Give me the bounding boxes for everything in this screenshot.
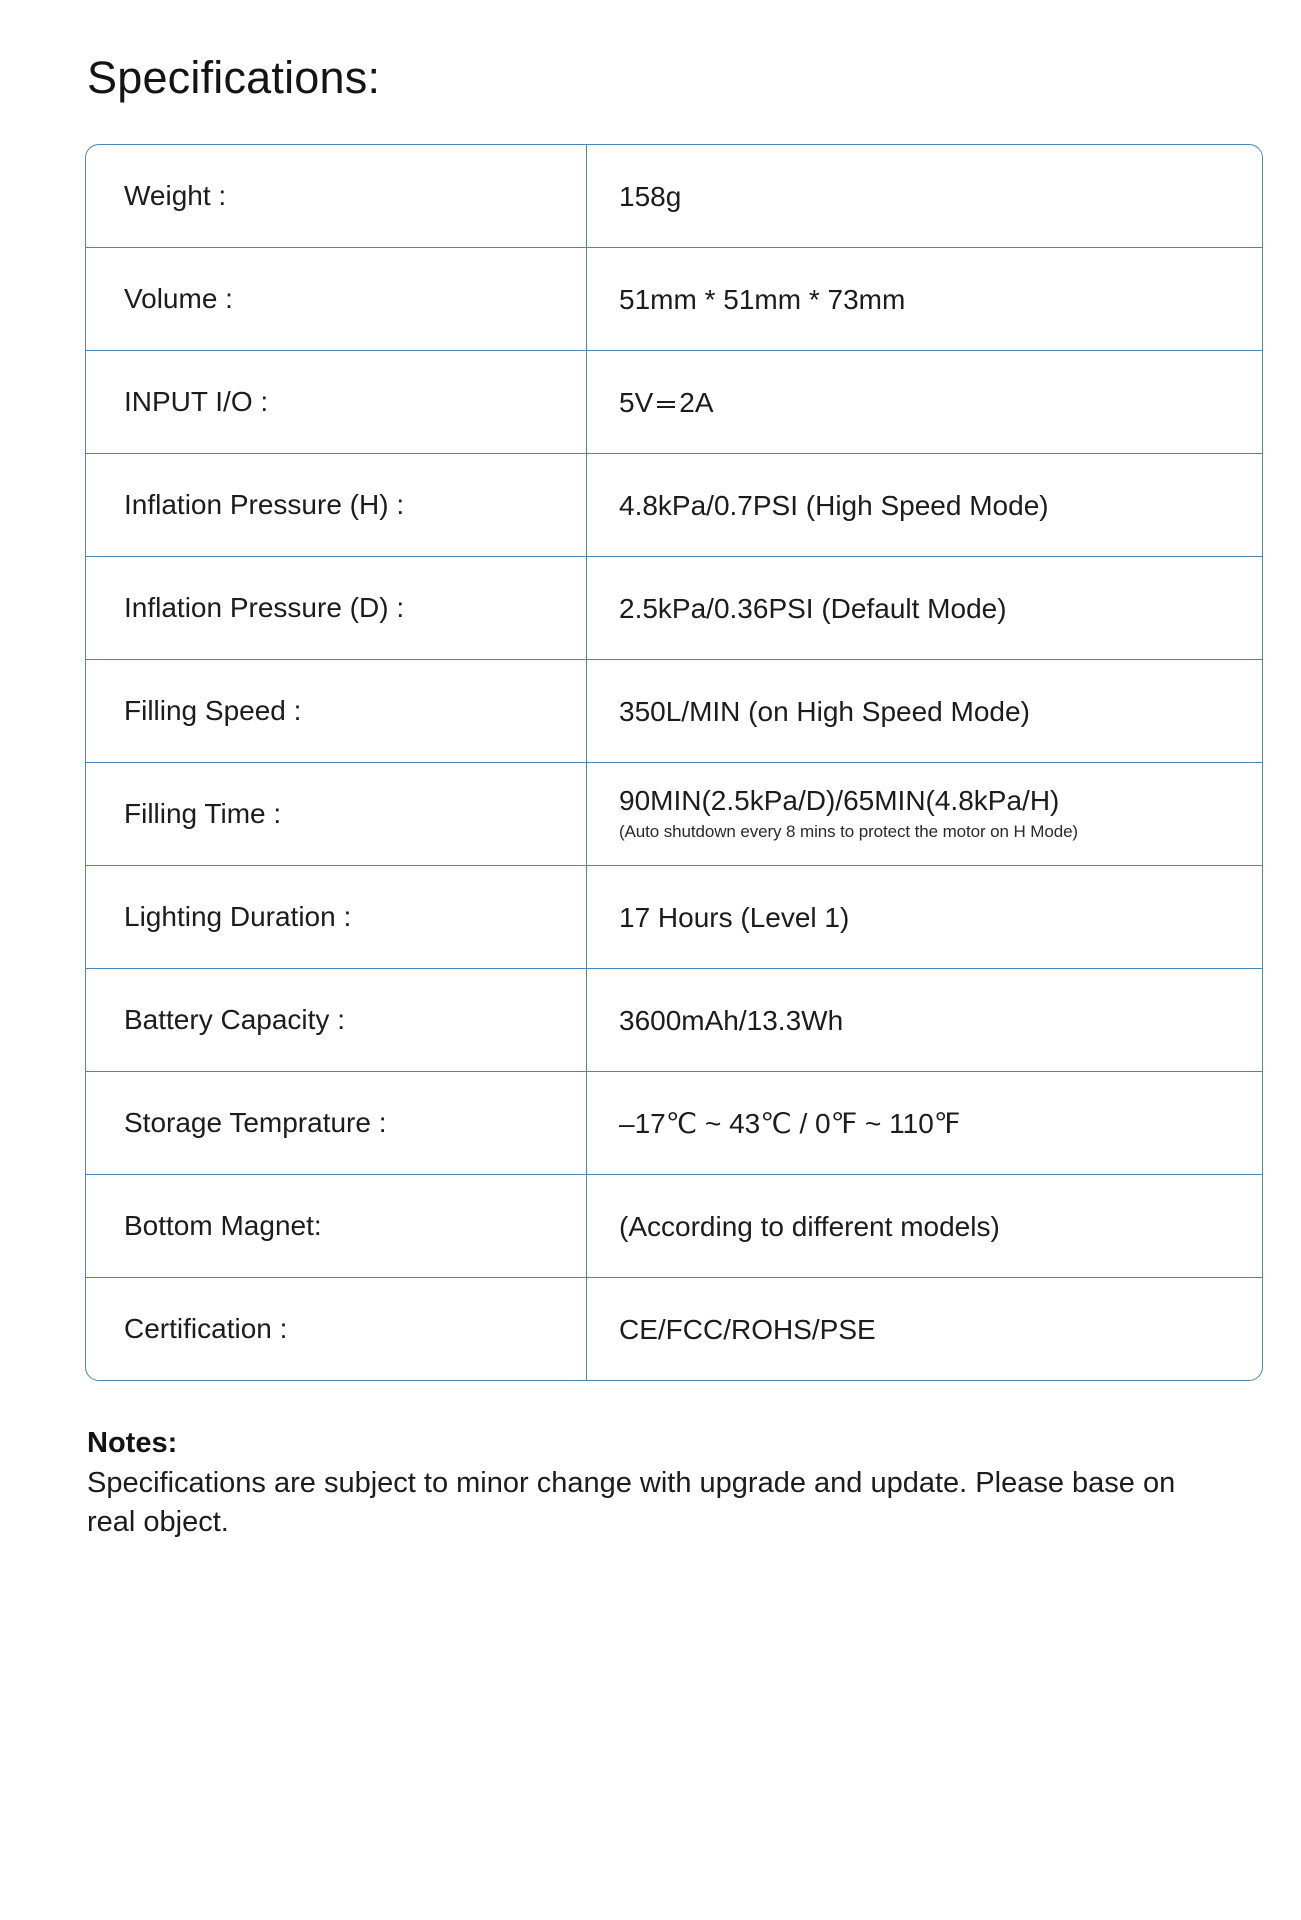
table-row	[86, 866, 1262, 969]
spec-value-storage-temperature	[587, 1072, 1262, 1175]
spec-value-text: 3600mAh/13.3Wh	[619, 1004, 844, 1036]
spec-label-battery-capacity: Battery Capacity :	[86, 969, 587, 1072]
specifications-table	[85, 144, 1263, 1381]
table-row	[86, 1278, 1262, 1380]
spec-value-filling-time	[587, 763, 1262, 866]
table-row	[86, 351, 1262, 454]
spec-value-text: CE/FCC/ROHS/PSE	[619, 1313, 876, 1345]
spec-value-inflation-pressure-h	[587, 454, 1262, 557]
spec-value-text: 158g	[619, 180, 682, 212]
table-row	[86, 969, 1262, 1072]
spec-value-lighting-duration	[587, 866, 1262, 969]
spec-value-input-io	[587, 351, 1262, 454]
table-row	[86, 1072, 1262, 1175]
spec-value-weight	[587, 145, 1262, 248]
spec-value-text: 2.5kPa/0.36PSI (Default Mode)	[619, 592, 1007, 624]
spec-label-filling-speed: Filling Speed :	[86, 660, 587, 763]
spec-label-certification: Certification :	[86, 1278, 587, 1380]
notes-section	[85, 1427, 1216, 1542]
spec-value-bottom-magnet	[587, 1175, 1262, 1278]
notes-title: Notes:	[87, 1427, 178, 1459]
specifications-table-container	[85, 144, 1216, 1381]
spec-value-text: 51mm * 51mm * 73mm	[619, 283, 906, 315]
spec-value-inflation-pressure-d	[587, 557, 1262, 660]
table-row	[86, 454, 1262, 557]
spec-value-text: 17 Hours (Level 1)	[619, 901, 850, 933]
spec-label-inflation-pressure-h: Inflation Pressure (H) :	[86, 454, 587, 557]
spec-value-volume	[587, 248, 1262, 351]
spec-label-volume: Volume :	[86, 248, 587, 351]
spec-value-text: –17℃ ~ 43℃ / 0℉ ~ 110℉	[619, 1107, 961, 1139]
spec-label-filling-time: Filling Time :	[86, 763, 587, 866]
input-current-text: 2A	[679, 386, 714, 418]
spec-value-text: 4.8kPa/0.7PSI (High Speed Mode)	[619, 489, 1049, 521]
table-row	[86, 763, 1262, 866]
dc-power-icon	[655, 394, 677, 414]
page-title: Specifications:	[87, 52, 381, 103]
spec-value-note: (Auto shutdown every 8 mins to protect the motor on H Mode)	[619, 822, 1078, 842]
notes-body: Specifications are subject to minor change with upgrade and update. Please base on real object.	[87, 1467, 1176, 1539]
spec-value-text: 350L/MIN (on High Speed Mode)	[619, 695, 1030, 727]
spec-label-lighting-duration: Lighting Duration :	[86, 866, 587, 969]
spec-value-text	[619, 385, 1262, 420]
table-row	[86, 660, 1262, 763]
spec-value-text: (According to different models)	[619, 1210, 1000, 1242]
spec-label-bottom-magnet: Bottom Magnet:	[86, 1175, 587, 1278]
spec-label-inflation-pressure-d: Inflation Pressure (D) :	[86, 557, 587, 660]
table-row	[86, 248, 1262, 351]
table-row	[86, 557, 1262, 660]
spec-label-weight: Weight :	[86, 145, 587, 248]
spec-label-storage-temperature: Storage Temprature :	[86, 1072, 587, 1175]
spec-value-text: 90MIN(2.5kPa/D)/65MIN(4.8kPa/H)	[619, 785, 1060, 817]
table-row	[86, 145, 1262, 248]
table-row	[86, 1175, 1262, 1278]
spec-value-filling-speed	[587, 660, 1262, 763]
spec-value-certification	[587, 1278, 1262, 1380]
spec-value-battery-capacity	[587, 969, 1262, 1072]
spec-label-input-io: INPUT I/O :	[86, 351, 587, 454]
input-voltage-text: 5V	[619, 386, 654, 418]
